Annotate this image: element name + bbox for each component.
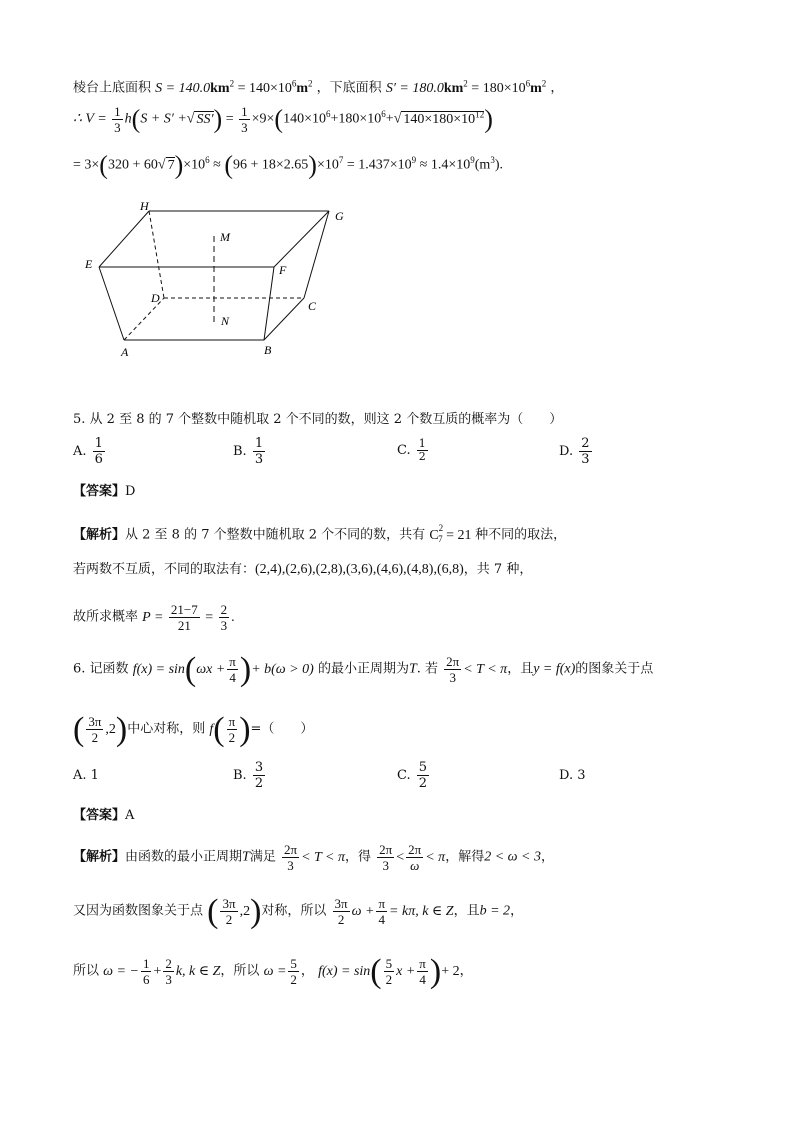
text: 棱台上底面积	[73, 80, 152, 96]
formula: 320 + 60	[107, 157, 158, 173]
denominator: 2	[228, 730, 236, 745]
denominator: 3	[382, 858, 389, 873]
text: .	[499, 157, 503, 173]
denominator: 2	[91, 730, 99, 745]
edge-EH	[99, 211, 149, 267]
fraction: $\frac{1}{3}$	[114, 104, 121, 135]
formula: x +	[396, 963, 416, 979]
sqrt: 140×180×10	[403, 111, 476, 127]
formula: k, k ∈ Z	[175, 963, 221, 979]
denominator: 2	[418, 776, 428, 791]
numerator: 1	[418, 437, 426, 450]
formula: ωx +	[196, 661, 226, 677]
formula: = kπ, k ∈ Z	[389, 903, 454, 919]
formula: S + S′ +	[140, 111, 187, 127]
text: . 若	[416, 661, 439, 677]
formula: P =	[142, 609, 164, 625]
q5-option-c	[397, 438, 430, 463]
denominator: 4	[229, 670, 236, 685]
formula: = 180×10	[471, 80, 526, 96]
formula: ≈	[213, 157, 221, 173]
label-N: N	[221, 314, 230, 328]
answer-value: D	[125, 484, 136, 499]
formula: + 2	[441, 963, 460, 979]
numerator: 2	[220, 602, 228, 617]
denominator: 3	[449, 670, 456, 685]
text: .	[231, 609, 235, 625]
text: 若两数不互质，不同的取法有：	[73, 562, 256, 577]
answer-tag: 【答案】	[73, 484, 126, 499]
text: ，所以	[220, 963, 260, 979]
text: 从 2 至 8 的 7 个整数中随机取 2 个不同的数，共有	[125, 527, 426, 543]
formula: h	[124, 111, 132, 127]
denominator: 4	[378, 912, 385, 927]
formula: T	[408, 661, 417, 677]
formula: < T < π	[301, 849, 346, 865]
formula: ω +	[351, 903, 375, 919]
fraction: $\frac{1}{3}$	[241, 104, 248, 135]
text: 的图象关于点	[575, 661, 654, 677]
numerator: π	[419, 956, 426, 971]
edge-FB	[264, 267, 274, 340]
numerator: 2π	[446, 654, 460, 669]
unit: m	[296, 80, 309, 96]
denominator: 2	[418, 450, 426, 463]
numerator: 2π	[408, 842, 422, 857]
denominator: 3	[254, 452, 264, 467]
text: 满足	[249, 849, 276, 865]
denominator: 2	[225, 912, 233, 927]
text: 对称，所以	[261, 903, 327, 919]
formula: (2,4),(2,6),(2,8),(3,6),(4,6),(4,8),(6,8)	[255, 562, 464, 577]
numerator: 5	[385, 956, 393, 971]
formula: <	[396, 849, 405, 865]
text: ，	[550, 80, 564, 96]
formula: S′ = 180.0	[385, 80, 444, 96]
label-G: G	[335, 209, 344, 223]
frustum-figure	[78, 196, 368, 366]
text: 又因为函数图象关于点	[73, 903, 204, 919]
q6-analysis-1	[73, 842, 554, 873]
numerator: 1	[94, 436, 103, 451]
q6-option-a: A. 1	[73, 768, 99, 783]
edge-EA	[99, 267, 124, 340]
numerator: π	[228, 714, 236, 729]
numerator: 2π	[379, 842, 393, 857]
formula: +180×10	[330, 111, 382, 127]
formula: +	[385, 111, 394, 127]
denominator: 3	[165, 972, 172, 987]
analysis-tag: 【解析】	[73, 849, 126, 865]
denominator: 4	[419, 972, 426, 987]
edge-HD	[149, 211, 164, 298]
q6-option-c	[397, 760, 431, 791]
denominator: 2	[385, 972, 393, 987]
formula: f	[209, 721, 214, 737]
text: 故所求概率	[73, 609, 139, 625]
q5-answer	[73, 482, 135, 502]
text: ，共 7 种，	[463, 562, 533, 577]
denominator: 6	[142, 972, 150, 987]
option-label: B.	[233, 768, 247, 783]
q6-analysis-3: 所以 ω = − $\frac{1}{6}$ + $\frac{2}{3}$ k, k ∈ Z，所以 ω = $\frac{5}{2}$ ， f(x) = sin( $\frac{5}{2}$ x + $\frac{\pi}{4}$ )+ 2，	[73, 952, 473, 990]
answer-tag: 【答案】	[73, 808, 126, 823]
text: ，得	[345, 849, 372, 865]
formula: ×10	[316, 157, 339, 173]
formula: = 3×	[73, 157, 100, 173]
formula: +	[153, 963, 162, 979]
formula: ×10	[183, 157, 206, 173]
denominator: ω	[410, 858, 420, 873]
formula: =	[205, 609, 214, 625]
text: 的最小正周期为	[317, 661, 409, 677]
numerator: 21−7	[170, 602, 198, 617]
formula: = 140×10	[237, 80, 292, 96]
formula: S = 140.0	[155, 80, 211, 96]
numerator: 3	[254, 760, 264, 775]
q6-analysis-2: 又因为函数图象关于点 ( $\frac{3\pi}{2}$ ,2)对称，所以 $\frac{3\pi}{2}$ ω + $\frac{\pi}{4}$ = kπ, k ∈ Z，且b = 2，	[73, 892, 524, 930]
denominator: 2	[290, 972, 297, 987]
option-label: D.	[559, 444, 574, 459]
formula: ,2	[105, 721, 116, 737]
text: 中心对称，则	[127, 721, 206, 737]
q6-option-d: D. 3	[559, 768, 586, 783]
text: ，	[300, 963, 314, 979]
sqrt: SS′	[196, 111, 214, 127]
text: ，下底面积	[316, 80, 382, 96]
q5-option-d	[559, 436, 594, 467]
label-E: E	[85, 257, 93, 271]
formula: f(x) = sin	[132, 661, 185, 677]
text: =（ ）	[250, 721, 314, 737]
q5-option-a	[73, 436, 107, 467]
analysis-tag: 【解析】	[73, 527, 126, 543]
label-D: D	[151, 291, 160, 305]
label-C: C	[308, 299, 317, 313]
label-A: A	[121, 345, 129, 359]
option-label: C.	[397, 768, 411, 783]
text: ，	[510, 903, 524, 919]
formula: < T < π	[463, 661, 508, 677]
formula: b = 2	[479, 903, 511, 919]
text: ，且	[453, 903, 480, 919]
denominator: 3	[220, 618, 228, 633]
q5-analysis-2	[73, 560, 532, 580]
unit: km	[443, 80, 464, 96]
sqrt: 7	[167, 157, 175, 173]
option-label: C.	[397, 443, 411, 458]
text: ，	[459, 963, 473, 979]
formula: y = f(x)	[533, 661, 576, 677]
volume-result-line: = 3×(320 + 60√ $7)\times 10^6 \approx (96 + 18\times 2.65)\times 10^7 = 1.437\times 10^9 \approx 1.4\times 10^9(m^3)$.	[73, 150, 503, 180]
text: ，且	[507, 661, 534, 677]
unit: (m	[474, 157, 491, 173]
q5-option-b	[233, 436, 267, 467]
q6-stem-2: ( $\frac{3\pi}{2}$ ,2)中心对称，则 f( $\frac{\pi}{2}$ )=（ ）	[73, 710, 314, 748]
option-label: B.	[233, 444, 247, 459]
formula: + b(ω > 0)	[251, 661, 314, 677]
label-H: H	[140, 199, 149, 213]
label-B: B	[264, 343, 272, 357]
denominator: 3	[581, 452, 590, 467]
volume-formula-line: ∴ V = $\frac{1}{3}$ h(S + S′ +√ SS′) = $\frac{1}{3}$ $\times 9\times(140\times 10^6+180\times 10^6+√$ $140\times 180\times 10^{12}$)	[73, 104, 493, 135]
formula: ω = −	[103, 963, 139, 979]
formula: 140×10	[283, 111, 326, 127]
numerator: π	[229, 654, 236, 669]
unit: km	[210, 80, 230, 96]
numerator: 1	[254, 436, 264, 451]
denominator: 21	[177, 618, 191, 633]
edge-BC	[264, 298, 304, 340]
area-line: 棱台上底面积 $S = 140.0km^2 = 140\times 10^6m^2$ ，下底面积 $S' = 180.0km^2 = 180\times 10^6m^2$ ，	[73, 78, 564, 96]
formula: ×9×	[251, 111, 275, 127]
numerator: 5	[290, 956, 297, 971]
text: ，	[541, 849, 555, 865]
formula: ω =	[263, 963, 287, 979]
numerator: 3π	[222, 896, 236, 911]
formula: = 21	[446, 527, 472, 543]
q5-analysis-3	[73, 602, 235, 633]
unit: )	[494, 157, 500, 173]
formula: 96 + 18×2.65	[233, 157, 309, 173]
q5-stem: 5. 从 2 至 8 的 7 个整数中随机取 2 个不同的数，则这 2 个数互质的概率为（ ）	[73, 412, 563, 427]
formula: 2 < ω < 3	[484, 849, 541, 865]
answer-value: A	[125, 808, 135, 823]
numerator: 3π	[334, 896, 348, 911]
numerator: 2π	[283, 842, 298, 857]
option-label: A.	[73, 444, 87, 459]
numerator: 3π	[88, 714, 102, 729]
formula: T	[242, 849, 250, 865]
numerator: π	[378, 896, 386, 911]
label-M: M	[220, 230, 230, 244]
formula: ,2	[239, 903, 251, 919]
q5-analysis-1: 【解析】从 2 至 8 的 7 个整数中随机取 2 个不同的数，共有 $C^2_7 = 21$ 种不同的取法，	[73, 523, 567, 545]
text: 由函数的最小正周期	[125, 849, 243, 865]
numerator: 2	[165, 956, 172, 971]
text: 所以	[73, 963, 100, 979]
numerator: 2	[581, 436, 590, 451]
q6-answer	[73, 806, 134, 826]
denominator: 2	[337, 912, 345, 927]
text: ，解得	[445, 849, 485, 865]
formula: ∴ V =	[73, 111, 107, 127]
text: 6. 记函数	[73, 661, 129, 677]
denominator: 3	[287, 858, 294, 873]
numerator: 1	[142, 956, 150, 971]
denominator: 6	[94, 452, 103, 467]
formula: < π	[425, 849, 446, 865]
formula: = 1.437×10	[346, 157, 412, 173]
q6-option-b	[233, 760, 267, 791]
formula: f(x) = sin	[318, 963, 371, 979]
label-F: F	[279, 263, 287, 277]
numerator: 5	[418, 760, 428, 775]
unit: m	[530, 80, 542, 96]
formula: C	[429, 527, 439, 543]
denominator: 2	[254, 776, 264, 791]
q6-stem-1: 6. 记函数 f(x) = sin(ωx + $\frac{\pi}{4}$ )+ b(ω > 0) 的最小正周期为T. 若 $\frac{2\pi}{3}$ < T < π，且y = f(x)的图象关于点	[73, 650, 654, 688]
text: 种不同的取法，	[475, 527, 567, 543]
formula: ≈ 1.4×10	[419, 157, 471, 173]
